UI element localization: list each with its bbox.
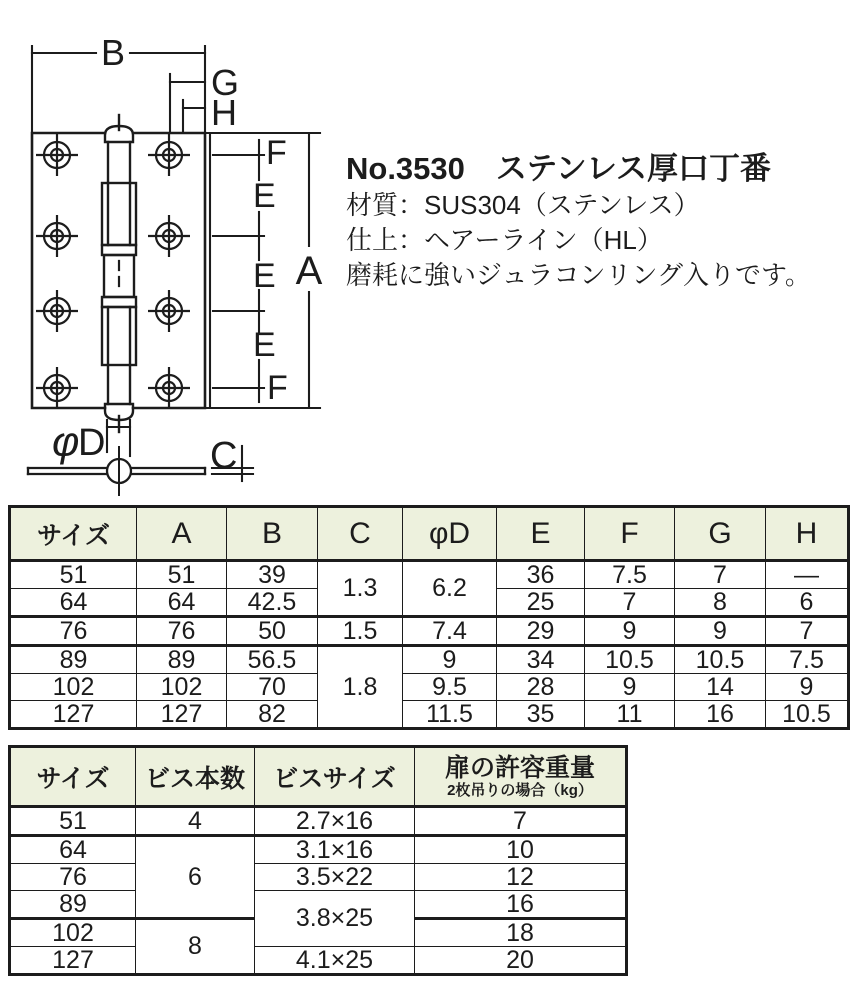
cell: 51 — [10, 807, 136, 836]
product-info — [346, 150, 811, 293]
dim-label-e1: E — [253, 177, 276, 215]
cell: 76 — [10, 864, 136, 891]
cell: 6 — [766, 589, 849, 617]
dim-label-h: H — [211, 92, 237, 133]
screw-row — [10, 836, 627, 864]
dim-label-a: A — [295, 249, 323, 293]
cell: 3.8×25 — [255, 891, 415, 947]
col-header-a: A — [137, 507, 227, 561]
dim-label-e3: E — [253, 326, 276, 364]
col-header-e: E — [497, 507, 585, 561]
door-weight-title: 扉の許容重量 — [444, 753, 595, 782]
screw-row — [10, 864, 627, 891]
cell: 6 — [136, 836, 255, 919]
cell: 76 — [137, 617, 227, 646]
dim-label-d: D — [78, 422, 106, 464]
cell: 89 — [10, 646, 137, 674]
cell: 16 — [415, 891, 627, 919]
cell: 6.2 — [403, 561, 497, 617]
cell: 9 — [675, 617, 766, 646]
cell: 1.8 — [318, 646, 403, 729]
cell: 9.5 — [403, 674, 497, 701]
col-header-g: G — [675, 507, 766, 561]
cell: 3.5×22 — [255, 864, 415, 891]
cell: 89 — [10, 891, 136, 919]
cell: 11 — [585, 701, 675, 729]
cell: 10 — [415, 836, 627, 864]
cell: 35 — [497, 701, 585, 729]
cell: 51 — [137, 561, 227, 589]
cell: — — [766, 561, 849, 589]
cell: 8 — [136, 919, 255, 975]
spec-row — [10, 674, 849, 701]
cell: 70 — [227, 674, 318, 701]
cell: 11.5 — [403, 701, 497, 729]
col-header-screw-count: ビス本数 — [136, 747, 255, 807]
cell: 89 — [137, 646, 227, 674]
spec-row — [10, 646, 849, 674]
screw-holes — [36, 134, 190, 409]
hinge-diagram — [0, 0, 340, 500]
col-header-c: C — [318, 507, 403, 561]
dim-label-g: G — [211, 62, 240, 103]
spec-row — [10, 617, 849, 646]
cell: 25 — [497, 589, 585, 617]
spec-header-row — [10, 507, 849, 561]
cell: 9 — [585, 674, 675, 701]
product-material: 材質：SUS304（ステンレス） — [346, 190, 700, 220]
col-header-h: H — [766, 507, 849, 561]
dimension-lines — [32, 46, 320, 481]
screw-row — [10, 807, 627, 836]
col-header-size: サイズ — [10, 507, 137, 561]
cell: 4.1×25 — [255, 947, 415, 975]
dim-label-b: B — [100, 32, 126, 73]
cell: 50 — [227, 617, 318, 646]
cell: 64 — [137, 589, 227, 617]
col-header-door-weight — [415, 747, 627, 807]
cell: 102 — [137, 674, 227, 701]
cell: 102 — [10, 919, 136, 947]
dim-label-phi: φ — [52, 418, 80, 465]
cell: 7.5 — [585, 561, 675, 589]
cell: 127 — [10, 701, 137, 729]
cell: 7 — [585, 589, 675, 617]
cell: 64 — [10, 836, 136, 864]
cell: 7.4 — [403, 617, 497, 646]
cell: 12 — [415, 864, 627, 891]
spec-row — [10, 701, 849, 729]
cell: 7 — [415, 807, 627, 836]
cell: 34 — [497, 646, 585, 674]
dim-label-c: C — [210, 435, 238, 477]
col-header-size: サイズ — [10, 747, 136, 807]
spec-row — [10, 561, 849, 589]
cell: 127 — [10, 947, 136, 975]
cell: 9 — [403, 646, 497, 674]
screw-row — [10, 891, 627, 919]
cell: 7 — [675, 561, 766, 589]
col-header-f: F — [585, 507, 675, 561]
cell: 39 — [227, 561, 318, 589]
cell: 9 — [766, 674, 849, 701]
cell: 10.5 — [675, 646, 766, 674]
door-weight-subtitle: 2枚吊りの場合（kg） — [447, 781, 593, 799]
cell: 2.7×16 — [255, 807, 415, 836]
cell: 9 — [585, 617, 675, 646]
cell: 64 — [10, 589, 137, 617]
cell: 82 — [227, 701, 318, 729]
cell: 1.5 — [318, 617, 403, 646]
dim-label-f-top: F — [266, 134, 287, 172]
cell: 3.1×16 — [255, 836, 415, 864]
cell: 1.3 — [318, 561, 403, 617]
cell: 10.5 — [766, 701, 849, 729]
cell: 8 — [675, 589, 766, 617]
screw-table — [8, 745, 628, 976]
cell: 10.5 — [585, 646, 675, 674]
dim-label-f-bottom: F — [267, 369, 288, 407]
hinge-barrel — [102, 115, 136, 432]
col-header-phid: φD — [403, 507, 497, 561]
spec-table — [8, 505, 850, 730]
product-finish: 仕上：ヘアーライン（HL） — [346, 225, 663, 255]
cell: 7.5 — [766, 646, 849, 674]
cell: 4 — [136, 807, 255, 836]
cell: 20 — [415, 947, 627, 975]
col-header-b: B — [227, 507, 318, 561]
cell: 7 — [766, 617, 849, 646]
cell: 18 — [415, 919, 627, 947]
product-title: No.3530 ステンレス厚口丁番 — [346, 151, 772, 186]
cell: 102 — [10, 674, 137, 701]
cell: 36 — [497, 561, 585, 589]
cell: 14 — [675, 674, 766, 701]
cell: 51 — [10, 561, 137, 589]
cell: 28 — [497, 674, 585, 701]
cell: 127 — [137, 701, 227, 729]
col-header-screw-size: ビスサイズ — [255, 747, 415, 807]
screw-row — [10, 947, 627, 975]
cell: 56.5 — [227, 646, 318, 674]
cell: 42.5 — [227, 589, 318, 617]
product-note: 磨耗に強いジュラコンリング入りです。 — [346, 260, 811, 290]
dim-label-e2: E — [253, 257, 276, 295]
cell: 29 — [497, 617, 585, 646]
cell: 16 — [675, 701, 766, 729]
screw-header-row — [10, 747, 627, 807]
cell: 76 — [10, 617, 137, 646]
